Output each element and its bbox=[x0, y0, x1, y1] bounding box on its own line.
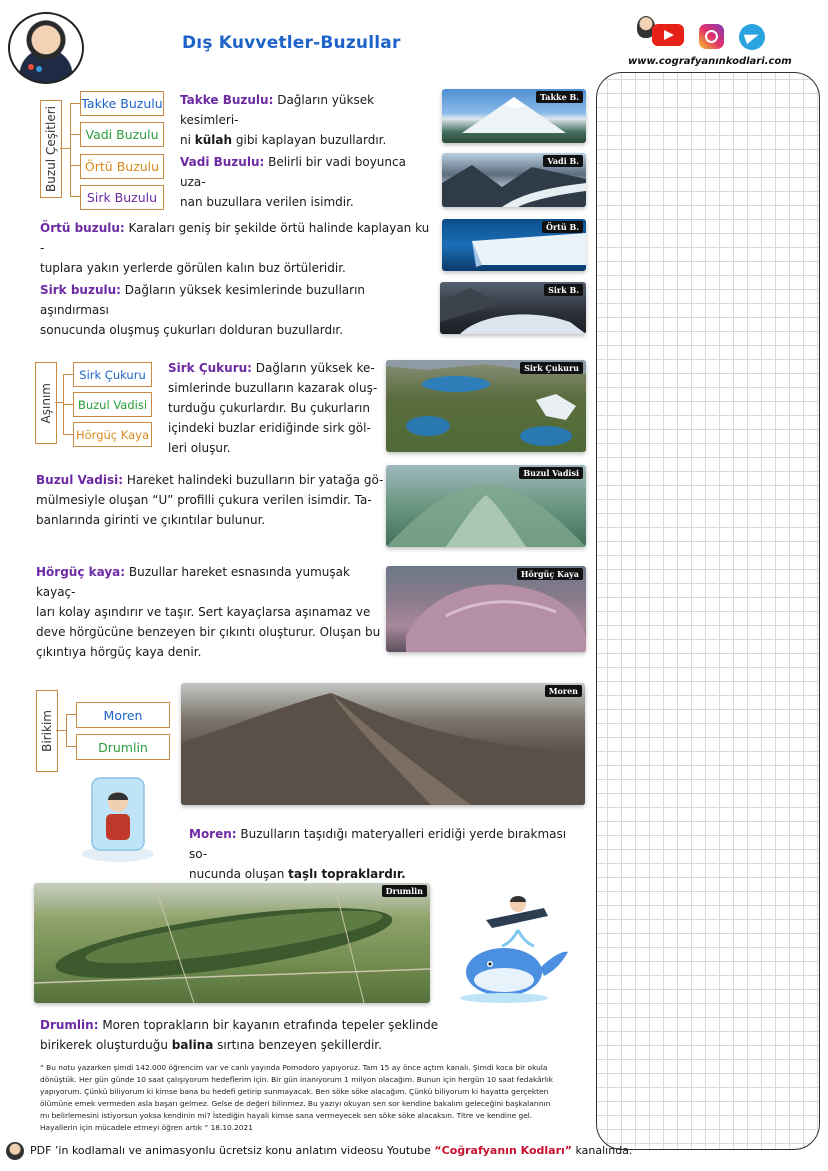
sirk-cukuru-description: Sirk Çukuru: Dağların yüksek ke- simlerinde buzulların kazarak oluş- turduğu çukurlardır. Bu çukurların içindeki buzlar eridiğinde sirk göl- leri oluşur. bbox=[168, 361, 378, 455]
author-footnote: “ Bu notu yazarken şimdi 142.000 öğrencim var ve canlı yayında Pomodoro yapıyoruz. Tam 15 ay önce açtım kanalı. Şimdi koca bir okula dönüştük. Her gün günde 10 saat çalışıyorum hedeflerim için. Bir gün inanıyorum 1 milyon olacağım. Bunun için hergün 10 saat fedakârlık yapıyorum. Çünkü biliyorum ki kimse bana bu hedefi getirip sunmayacak. Ben söke söke alacağım. Çünkü biliyorum ki hayatta gerçekten ölümüne emek vermeden asla başarı gelmez. Gelse de değeri bilinmez. Bu yazıyı okuyan sen sor kendine bakalım geleceğini başkalarının mı belirlemesini istiyorsun yoksa kendinin mi? İstediğin hayali kimse sana vermeyecek sen söke söke alacaksın. Titre ve kendine gel. Hayallerin için mücadele etmeyi öğren artık ” 18.10.2021 bbox=[40, 1063, 554, 1132]
photo-horguc-kaya bbox=[386, 566, 586, 652]
vadi-description: Vadi Buzulu: Belirli bir vadi boyunca uza- nan buzullara verilen isimdir. bbox=[180, 155, 406, 209]
photo-tag: Takke B. bbox=[536, 91, 583, 103]
photo-moren bbox=[181, 683, 585, 805]
photo-buzul-vadisi bbox=[386, 465, 586, 547]
photo-vadi-buzulu bbox=[442, 153, 586, 207]
label-moren: Moren bbox=[76, 702, 170, 728]
buzul-vadisi-description: Buzul Vadisi: Hareket halindeki buzulların bir yatağa gö- mülmesiyle oluşan “U” profilli çukura verilen isimdir. Ta- banlarında girinti ve çıkıntılar bulunur. bbox=[36, 473, 384, 527]
group-label-buzul-cesitleri: Buzul Çeşitleri bbox=[40, 100, 62, 198]
horguc-kaya-description: Hörgüç kaya: Buzullar hareket esnasında yumuşak kayaç- ları kolay aşındırır ve taşır. Sert kayaçlarsa aşınamaz ve deve hörgücüne benzeyen bir çıkıntı oluşturur. Oluşan bu çıkıntıya hörgüç kaya denir. bbox=[36, 565, 381, 659]
instagram-icon[interactable] bbox=[699, 24, 724, 49]
label-sirk-cukuru: Sirk Çukuru bbox=[73, 362, 152, 387]
label-takke-buzulu: Takke Buzulu bbox=[80, 91, 164, 116]
page-title: Dış Kuvvetler-Buzullar bbox=[182, 33, 401, 53]
photo-sirk-cukuru bbox=[386, 360, 586, 452]
label-sirk-buzulu: Sirk Buzulu bbox=[80, 185, 164, 210]
group-label-asinim: Aşınım bbox=[35, 362, 57, 444]
photo-tag: Örtü B. bbox=[542, 221, 583, 233]
whale-avatar-icon bbox=[456, 890, 572, 1006]
photo-tag: Drumlin bbox=[382, 885, 427, 897]
photo-tag: Hörgüç Kaya bbox=[517, 568, 583, 580]
photo-tag: Vadi B. bbox=[543, 155, 583, 167]
photo-ortu-buzulu bbox=[442, 219, 586, 271]
notes-grid-panel bbox=[596, 72, 820, 1150]
label-buzul-vadisi: Buzul Vadisi bbox=[73, 392, 152, 417]
photo-tag: Buzul Vadisi bbox=[519, 467, 583, 479]
photo-sirk-buzulu bbox=[440, 282, 586, 334]
photo-tag: Moren bbox=[545, 685, 582, 697]
moren-description: Moren: Buzulların taşıdığı materyalleri eridiği yerde bırakması so- nucunda oluşan taşlı topraklardır. bbox=[189, 827, 567, 881]
ortu-description: Örtü buzulu: Karaları geniş bir şekilde örtü halinde kaplayan ku - tuplara yakın yerlerde görülen kalın buz örtüleridir. bbox=[40, 221, 430, 275]
photo-takke-buzulu bbox=[442, 89, 586, 143]
drumlin-description: Drumlin: Moren toprakların bir kayanın etrafında tepeler şeklinde birikerek oluşturduğu balina sırtına benzeyen şekillerdir. bbox=[40, 1018, 439, 1052]
telegram-icon[interactable] bbox=[739, 24, 765, 50]
youtube-icon[interactable] bbox=[652, 24, 684, 46]
label-ortu-buzulu: Örtü Buzulu bbox=[80, 154, 164, 179]
youtube-channel-link[interactable]: “Coğrafyanın Kodları” bbox=[434, 1144, 572, 1157]
sirk-buzulu-description: Sirk buzulu: Dağların yüksek kesimlerinde buzulların aşındırması sonucunda oluşmuş çukurları dolduran buzullardır. bbox=[40, 283, 366, 337]
website-url[interactable]: www.cografyanınkodlari.com bbox=[628, 56, 792, 67]
channel-logo-avatar bbox=[8, 12, 84, 84]
label-vadi-buzulu: Vadi Buzulu bbox=[80, 122, 164, 147]
photo-tag: Sirk Çukuru bbox=[520, 362, 583, 374]
photo-drumlin bbox=[34, 883, 430, 1003]
ice-cube-avatar-icon bbox=[80, 770, 156, 862]
footer-avatar-icon bbox=[6, 1142, 24, 1160]
footer-text: PDF ’in kodlamalı ve animasyonlu ücretsiz konu anlatım videosu Youtube “Coğrafyanın Kodları” kanalında. bbox=[30, 1144, 633, 1157]
group-label-birikim: Birikim bbox=[36, 690, 58, 772]
takke-description: Takke Buzulu: Dağların yüksek kesimleri- ni külah gibi kaplayan buzullardır. bbox=[180, 93, 387, 147]
label-horguc-kaya: Hörgüç Kaya bbox=[73, 422, 152, 447]
photo-tag: Sirk B. bbox=[544, 284, 583, 296]
label-drumlin: Drumlin bbox=[76, 734, 170, 760]
